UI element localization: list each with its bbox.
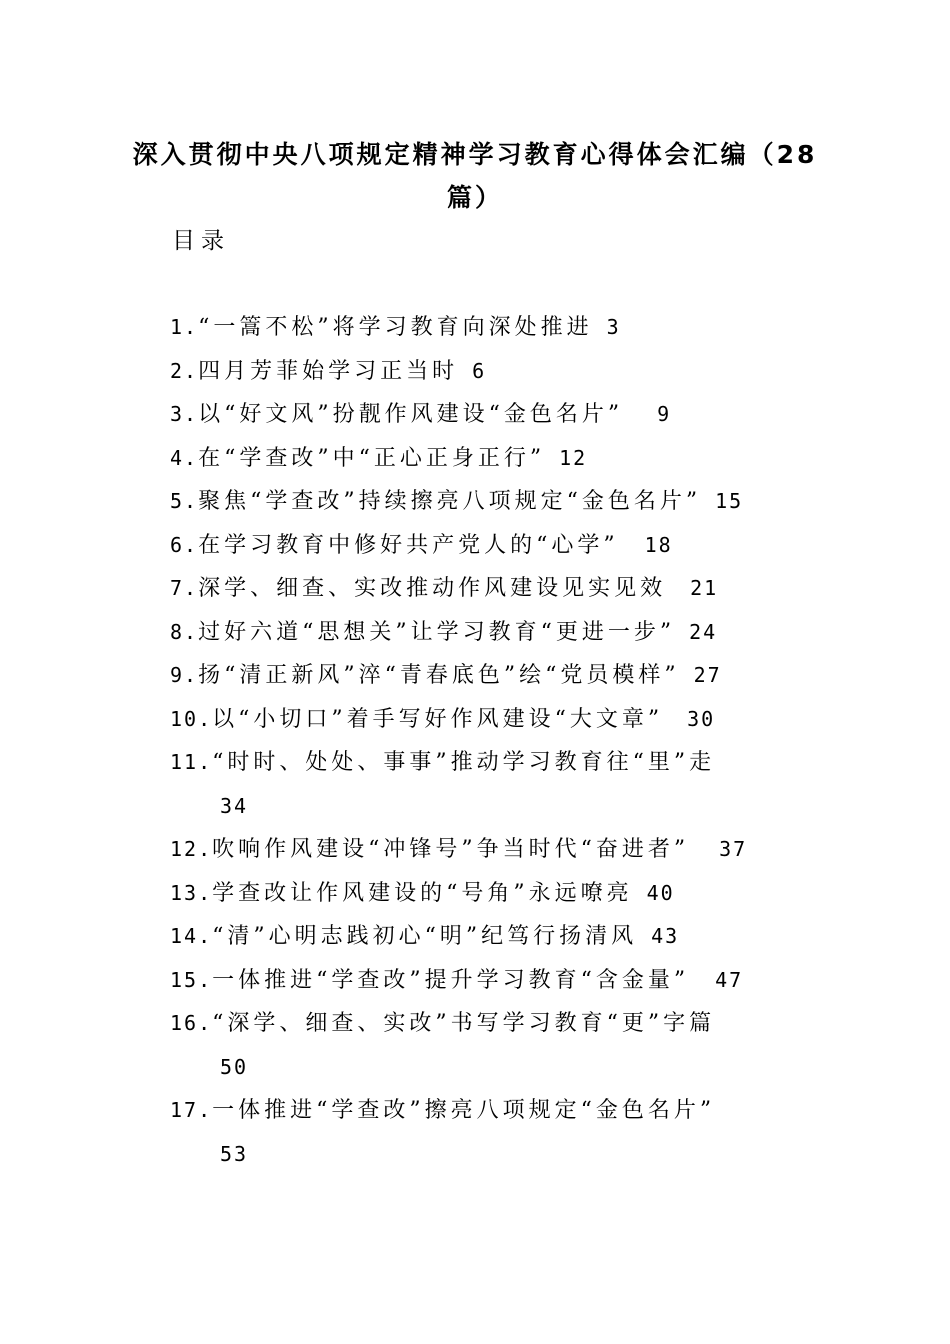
table-of-contents	[170, 306, 830, 1176]
toc-item-number: 17.	[170, 1098, 213, 1122]
toc-item-page: 53	[220, 1141, 249, 1166]
toc-item-page: 34	[220, 793, 249, 818]
toc-item	[170, 1089, 830, 1176]
toc-item	[170, 654, 830, 698]
toc-item-number: 8.	[170, 619, 199, 644]
toc-item-page: 43	[651, 924, 680, 948]
toc-item-page: 30	[687, 706, 716, 731]
toc-item	[170, 915, 830, 959]
toc-item-number: 11.	[170, 750, 213, 774]
toc-item-page: 18	[644, 532, 673, 557]
document-title	[0, 133, 950, 219]
toc-item-number: 14.	[170, 924, 213, 948]
toc-item	[170, 350, 830, 394]
toc-item-title: “清”心明志践初心“明”纪笃行扬清风	[212, 924, 638, 949]
toc-item-page: 27	[693, 663, 722, 687]
toc-item-title: 深学、细查、实改推动作风建设见实见效	[198, 576, 667, 601]
toc-item	[170, 741, 830, 828]
toc-item-number: 4.	[170, 445, 199, 470]
toc-item-title: 一体推进“学查改”擦亮八项规定“金色名片”	[212, 1098, 716, 1123]
toc-item	[170, 524, 830, 568]
toc-item-title: 学查改让作风建设的“号角”永远嘹亮	[212, 880, 633, 906]
toc-item-title: 以“好文风”扮靓作风建设“金色名片”	[198, 402, 624, 427]
toc-item-page: 15	[715, 489, 744, 513]
toc-item-number: 16.	[170, 1011, 213, 1035]
toc-item-number: 6.	[170, 532, 199, 557]
toc-item	[170, 393, 830, 437]
toc-item	[170, 872, 830, 916]
toc-item-page: 40	[646, 880, 675, 905]
toc-item-title: 一体推进“学查改”提升学习教育“含金量”	[212, 967, 690, 993]
toc-item-number: 5.	[170, 489, 199, 513]
toc-item-page: 24	[689, 619, 718, 644]
toc-item	[170, 828, 830, 872]
toc-item-number: 3.	[170, 402, 199, 426]
toc-item-page: 21	[690, 576, 719, 600]
toc-item-title: 以“小切口”着手写好作风建设“大文章”	[212, 706, 664, 732]
toc-item-title: 在“学查改”中“正心正身正行”	[198, 445, 546, 471]
toc-item-page: 50	[220, 1054, 249, 1079]
toc-item-page: 12	[559, 445, 588, 470]
toc-heading: 目录	[172, 228, 230, 254]
toc-item-number: 10.	[170, 706, 213, 731]
toc-item-number: 2.	[170, 358, 199, 383]
toc-item-title: 扬“清正新风”淬“青春底色”绘“党员模样”	[198, 663, 680, 688]
toc-item	[170, 480, 830, 524]
title-line-1: 深入贯彻中央八项规定精神学习教育心得体会汇编（28	[132, 140, 818, 169]
toc-item-page: 37	[719, 837, 748, 861]
toc-item-page: 6	[472, 358, 487, 383]
toc-item-number: 12.	[170, 837, 213, 861]
toc-item-title: 过好六道“思想关”让学习教育“更进一步”	[198, 619, 676, 645]
toc-item-page: 3	[606, 315, 621, 339]
toc-item-title: “深学、细查、实改”书写学习教育“更”字篇	[212, 1011, 716, 1036]
toc-item-title: “时时、处处、事事”推动学习教育往“里”走	[212, 750, 716, 775]
toc-item-title: 聚焦“学查改”持续擦亮八项规定“金色名片”	[198, 489, 702, 514]
toc-item	[170, 306, 830, 350]
title-line-2: 篇）	[446, 183, 503, 212]
toc-item-number: 9.	[170, 663, 199, 687]
toc-item-title: 四月芳菲始学习正当时	[198, 358, 459, 384]
toc-item	[170, 611, 830, 655]
toc-item-page: 47	[715, 967, 744, 992]
toc-item-number: 7.	[170, 576, 199, 600]
toc-item	[170, 959, 830, 1003]
toc-item-number: 13.	[170, 880, 213, 905]
toc-item	[170, 1002, 830, 1089]
toc-item-title: “一篙不松”将学习教育向深处推进	[198, 315, 593, 340]
toc-item	[170, 567, 830, 611]
toc-item	[170, 437, 830, 481]
toc-item-number: 1.	[170, 315, 199, 339]
toc-item-title: 在学习教育中修好共产党人的“心学”	[198, 532, 619, 558]
toc-item-page: 9	[657, 402, 672, 426]
toc-item-number: 15.	[170, 967, 213, 992]
toc-item	[170, 698, 830, 742]
toc-item-title: 吹响作风建设“冲锋号”争当时代“奋进者”	[212, 837, 690, 862]
